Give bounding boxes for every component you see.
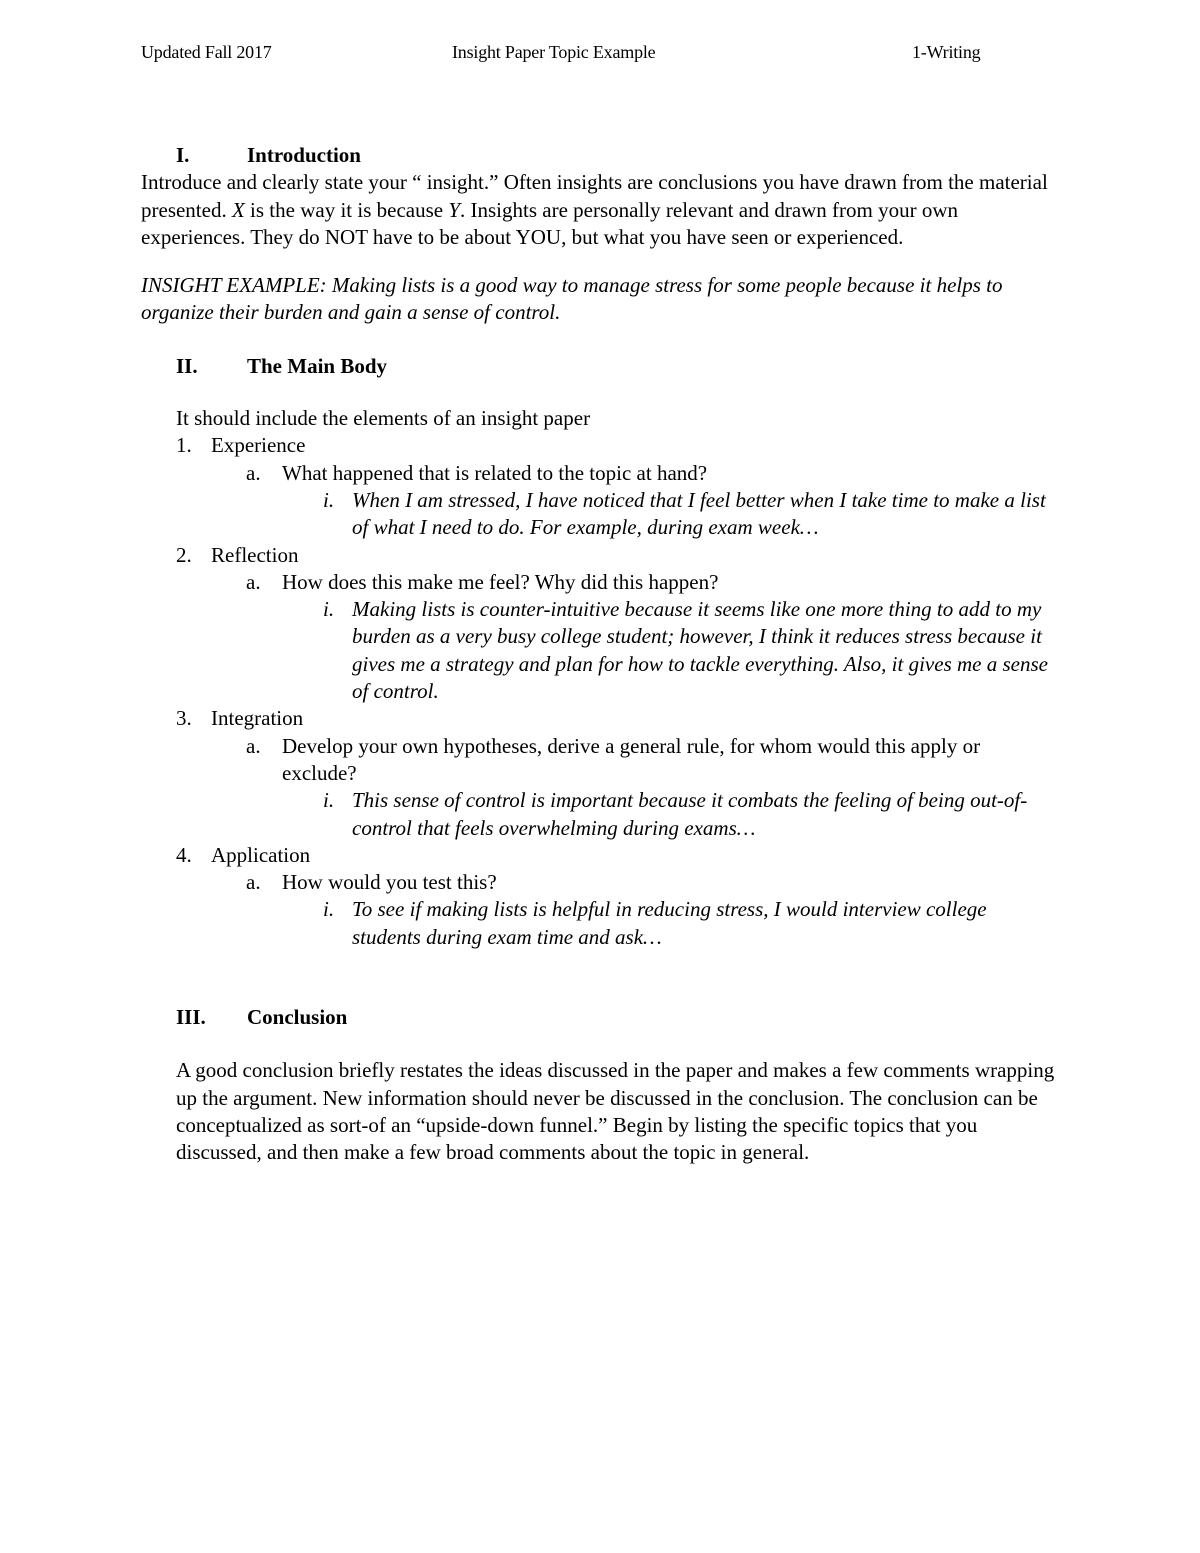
- element-item: [176, 842, 1061, 869]
- example-text: This sense of control is important because it combats the feeling of being out-of-control that feels overwhelming during exams…: [352, 788, 1028, 840]
- element-question: [246, 460, 1061, 487]
- main-body-block: [176, 405, 1061, 951]
- element-label: Reflection: [211, 542, 299, 567]
- section-heading-main-body: [176, 353, 1061, 380]
- element-label: Integration: [211, 706, 304, 731]
- element-question: [246, 733, 1061, 788]
- intro-text-part3: . Insights are personally relevant and drawn from your own experiences. They do NOT have to be about YOU, but what you have seen or experienced.: [141, 197, 959, 249]
- element-number: 1.: [176, 433, 192, 458]
- element-question: [246, 869, 1061, 896]
- introduction-paragraph: [141, 169, 1061, 251]
- header-right-text: 1-Writing: [912, 42, 981, 62]
- elements-lead: It should include the elements of an insight paper: [176, 406, 591, 431]
- element-item: [176, 542, 1061, 569]
- question-text: How does this make me feel? Why did this happen?: [282, 569, 719, 594]
- intro-text-y: Y: [448, 197, 461, 222]
- section-title: Conclusion: [247, 1005, 348, 1030]
- question-text: What happened that is related to the topic at hand?: [282, 460, 708, 485]
- section-title: Introduction: [247, 143, 361, 167]
- document-body: [141, 142, 1061, 1167]
- question-marker: a.: [246, 460, 261, 485]
- example-marker: i.: [323, 597, 335, 622]
- question-marker: a.: [246, 569, 261, 594]
- question-marker: a.: [246, 733, 261, 758]
- section-numeral: III.: [176, 1005, 206, 1030]
- section-numeral: I.: [176, 143, 190, 167]
- example-marker: i.: [323, 487, 335, 512]
- header-left-text: Updated Fall 2017: [141, 42, 272, 62]
- example-marker: i.: [323, 788, 335, 813]
- element-question: [246, 569, 1061, 596]
- section-heading-introduction: [176, 142, 1061, 169]
- example-text: Making lists is counter-intuitive because it seems like one more thing to add to my burden as a very busy college student; however, I think it reduces stress because it gives me a strategy and plan for how to tackle everything. Also, it gives me a sense of control.: [352, 597, 1048, 704]
- element-item: [176, 432, 1061, 459]
- header-center-title: Insight Paper Topic Example: [452, 42, 656, 62]
- element-number: 4.: [176, 842, 192, 867]
- element-number: 2.: [176, 542, 192, 567]
- intro-text-x: X: [231, 197, 245, 222]
- element-number: 3.: [176, 706, 192, 731]
- conclusion-paragraph: A good conclusion briefly restates the ideas discussed in the paper and makes a few comments wrapping up the argument. New information should never be discussed in the conclusion. The conclusion can be conceptualized as sort-of an “upside-down funnel.” Begin by listing the specific topics that you discussed, and then make a few broad comments about the topic in general.: [176, 1058, 1055, 1165]
- element-example: [323, 596, 1061, 705]
- question-text: Develop your own hypotheses, derive a general rule, for whom would this apply or exclude?: [282, 733, 981, 785]
- element-example: [323, 787, 1061, 842]
- element-example: [323, 487, 1061, 542]
- intro-text-part2: is the way it is because: [244, 197, 449, 222]
- example-marker: i.: [323, 897, 335, 922]
- element-item: [176, 705, 1061, 732]
- section-heading-conclusion: [176, 1004, 1061, 1031]
- question-marker: a.: [246, 870, 261, 895]
- example-text: To see if making lists is helpful in reducing stress, I would interview college students during exam time and ask…: [352, 897, 987, 949]
- insight-example: INSIGHT EXAMPLE: Making lists is a good way to manage stress for some people because it helps to organize their burden and gain a sense of control.: [141, 273, 1003, 325]
- element-label: Application: [211, 842, 311, 867]
- example-text: When I am stressed, I have noticed that I feel better when I take time to make a list of what I need to do. For example, during exam week…: [352, 487, 1046, 540]
- element-example: [323, 896, 1061, 951]
- section-title: The Main Body: [247, 353, 388, 378]
- element-label: Experience: [211, 433, 306, 458]
- section-numeral: II.: [176, 353, 198, 378]
- question-text: How would you test this?: [282, 870, 497, 895]
- intro-text-part1: Introduce and clearly state your “ insight.” Often insights are conclusions you have drawn from the material presented.: [141, 170, 1048, 222]
